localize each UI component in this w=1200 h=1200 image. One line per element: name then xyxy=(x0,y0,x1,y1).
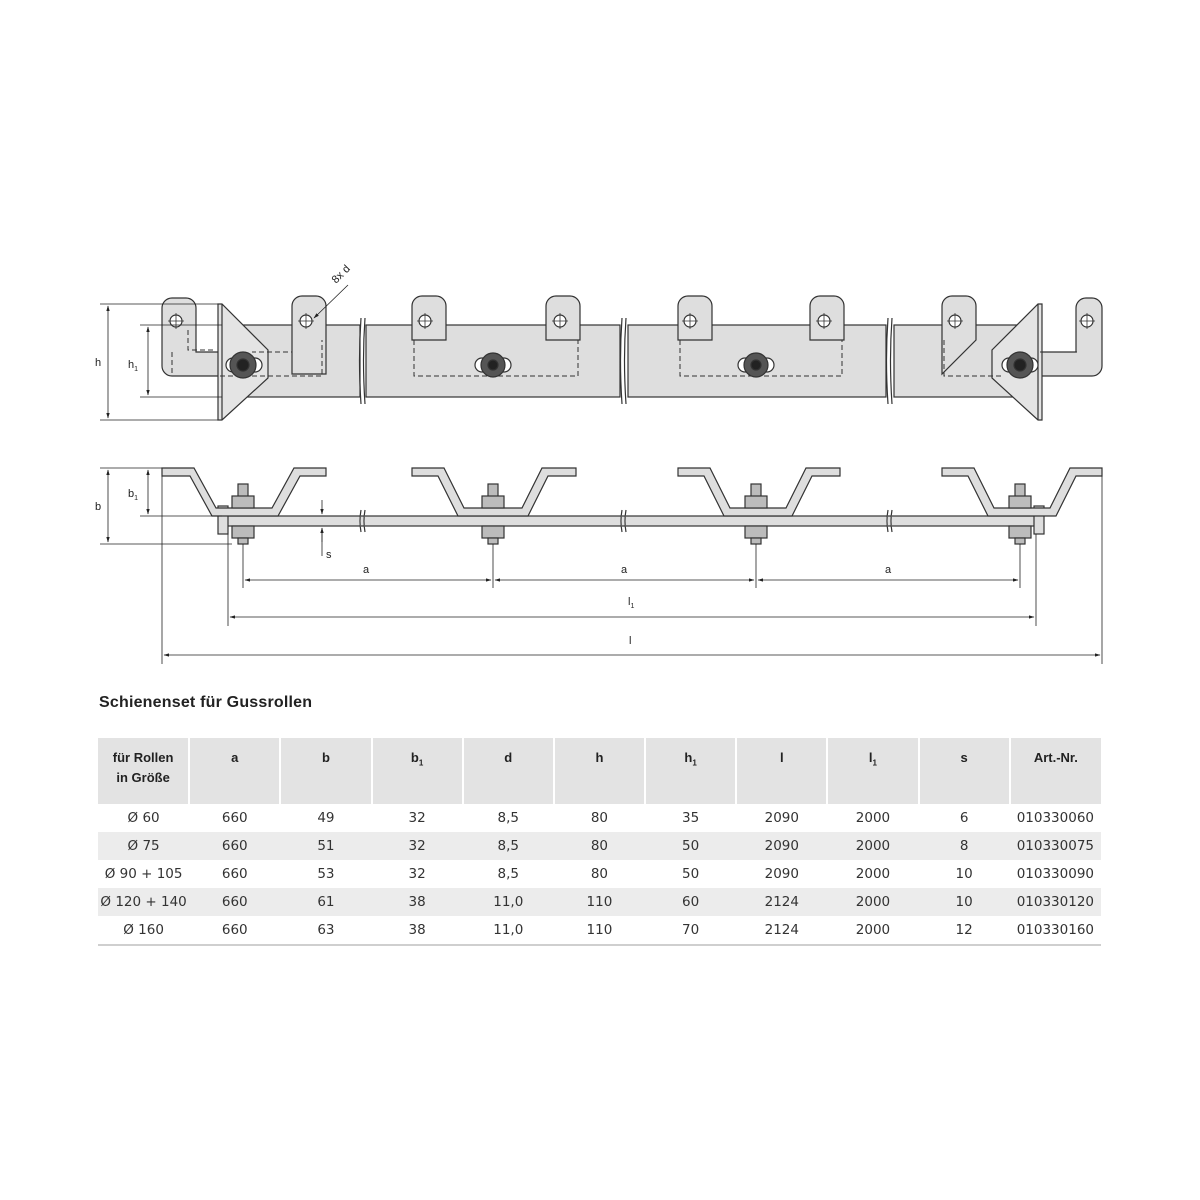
table-cell: 010330160 xyxy=(1010,916,1101,945)
table-cell: 35 xyxy=(682,810,700,826)
dim-a-label: a xyxy=(885,564,892,576)
column-header-subscript: 1 xyxy=(418,758,424,768)
table-cell: 2000 xyxy=(855,866,891,882)
table-cell: 8,5 xyxy=(497,866,520,882)
column-header-label: l xyxy=(779,750,784,765)
table-cell: 11,0 xyxy=(463,888,554,916)
dim-l-label: l xyxy=(629,635,632,647)
table-cell: 110 xyxy=(554,888,645,916)
table-cell: 80 xyxy=(590,810,609,826)
column-header xyxy=(919,738,1010,804)
table-cell: 2090 xyxy=(764,810,799,826)
table-cell: 2124 xyxy=(736,888,827,916)
table-cell: 50 xyxy=(682,866,700,882)
table-row xyxy=(98,888,1101,916)
table-cell: 660 xyxy=(221,866,248,882)
column-header-label: a xyxy=(231,750,239,765)
table-header-row xyxy=(98,738,1101,804)
table-cell: 2000 xyxy=(827,888,918,916)
column-header xyxy=(645,738,736,804)
table-cell: Ø 120 + 140 xyxy=(98,888,189,916)
table-cell: 50 xyxy=(645,832,736,860)
column-header-label: b xyxy=(410,750,419,765)
table-cell: 8,5 xyxy=(463,832,554,860)
column-header xyxy=(1010,738,1101,804)
column-header-label: d xyxy=(504,750,513,765)
column-header-label: l xyxy=(868,750,873,765)
table-cell: 60 xyxy=(645,888,736,916)
table-row xyxy=(98,916,1101,945)
table-cell: 660 xyxy=(189,832,280,860)
table-cell: 660 xyxy=(221,810,248,826)
dim-l1-label: $l_1$ xyxy=(628,596,635,610)
table-cell: 2000 xyxy=(855,810,891,826)
table-row xyxy=(98,804,1101,832)
column-header-label: für Rollen xyxy=(112,750,174,765)
column-header-subscript: 1 xyxy=(692,758,697,768)
column-header-label-line2: in Größe xyxy=(116,770,170,785)
table-cell: 010330120 xyxy=(1010,888,1101,916)
table-cell: 53 xyxy=(317,866,335,882)
table-cell: 6 xyxy=(959,810,969,826)
column-header-label: b xyxy=(321,750,330,765)
dim-a-label: a xyxy=(363,564,370,576)
table-cell: 10 xyxy=(955,866,973,882)
table-cell: 32 xyxy=(408,866,426,882)
column-header-label: s xyxy=(960,750,968,765)
table-cell: 2000 xyxy=(827,832,918,860)
column-header-label: h xyxy=(595,750,604,765)
dim-h-label: h xyxy=(95,357,102,369)
table-cell: 11,0 xyxy=(463,916,554,945)
table-cell: 63 xyxy=(280,916,371,945)
column-header-label: Art.-Nr. xyxy=(1033,750,1078,765)
table-cell: Ø 160 xyxy=(98,916,189,945)
table-body xyxy=(98,804,1101,945)
dim-h1-label: $h_1$ xyxy=(128,359,139,373)
table-cell: 32 xyxy=(372,832,463,860)
table-cell: 61 xyxy=(280,888,371,916)
table-cell: 660 xyxy=(189,916,280,945)
end-bracket-left-tab xyxy=(292,296,326,374)
side-view xyxy=(162,468,1102,544)
column-header xyxy=(827,738,918,804)
column-header xyxy=(372,738,463,804)
column-header xyxy=(98,738,189,804)
column-header xyxy=(736,738,827,804)
dim-a-label: a xyxy=(621,564,628,576)
column-header-subscript: 1 xyxy=(872,758,877,768)
column-header-label: h xyxy=(684,750,693,765)
table-cell: 010330075 xyxy=(1010,832,1101,860)
spec-table xyxy=(98,738,1101,946)
table-cell: 49 xyxy=(317,810,335,826)
table-cell: 80 xyxy=(554,832,645,860)
table-cell: 110 xyxy=(554,916,645,945)
table-cell: 2090 xyxy=(764,866,799,882)
hole-callout-label: 8x d xyxy=(329,262,353,287)
column-header xyxy=(554,738,645,804)
end-bracket-left xyxy=(162,298,222,376)
table-cell: Ø 90 + 105 xyxy=(104,866,183,882)
top-view xyxy=(162,296,1102,420)
dim-b1-label: $b_1$ xyxy=(128,488,139,502)
column-header xyxy=(463,738,554,804)
end-bracket-right xyxy=(1040,298,1102,376)
column-header xyxy=(280,738,371,804)
table-cell: 10 xyxy=(919,888,1010,916)
table-cell: 2124 xyxy=(736,916,827,945)
table-cell: 2090 xyxy=(736,832,827,860)
table-row xyxy=(98,860,1101,888)
table-cell: Ø 75 xyxy=(98,832,189,860)
table-cell: 660 xyxy=(189,888,280,916)
column-header xyxy=(189,738,280,804)
table-cell: 32 xyxy=(408,810,426,826)
table-cell: 8 xyxy=(919,832,1010,860)
table-cell: Ø 60 xyxy=(127,810,160,826)
dim-b-label: b xyxy=(95,501,102,513)
section-title: Schienenset für Gussrollen xyxy=(99,694,313,711)
table-row xyxy=(98,832,1101,860)
dim-s-label: s xyxy=(326,549,332,561)
table-cell: 70 xyxy=(645,916,736,945)
table-cell: 38 xyxy=(372,916,463,945)
side-rail xyxy=(222,516,1040,526)
table-cell: 12 xyxy=(919,916,1010,945)
table-cell: 010330090 xyxy=(1016,866,1095,882)
table-cell: 51 xyxy=(280,832,371,860)
table-cell: 2000 xyxy=(827,916,918,945)
table-cell: 80 xyxy=(590,866,609,882)
table-cell: 010330060 xyxy=(1016,810,1095,826)
table-cell: 38 xyxy=(372,888,463,916)
table-cell: 8,5 xyxy=(497,810,520,826)
